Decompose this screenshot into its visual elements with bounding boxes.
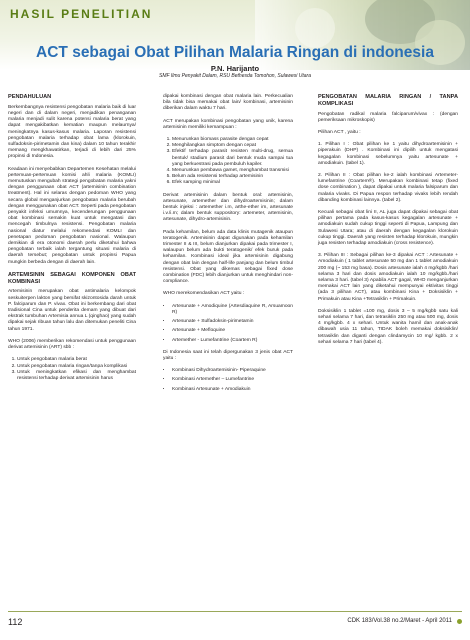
who-recommendation-list bbox=[8, 357, 136, 382]
paragraph: Derivat artemisinin dalam bentuk oral: artemisinin, artesunate, artemether dan dihydroartemisinin; dalam bentuk injeksi : artemether i.m, arthe-ether im, artesunate i.v./i.m; dalam bentuk suppository: artemeter, artemisinin, artesunate, dihydro-artemisinin. bbox=[163, 192, 293, 223]
paragraph: 1. Pilihan I : Obat pilihan ke 1 yaitu dihydroartemisinin + piperakuin (DHP) . Kombinasi ini dipilih untuk mengatasi kegagalan kombinasi sebelumnya yaitu artesunate + amodiakuin. (tabel 1). bbox=[318, 142, 458, 166]
list-item: 4. Menurunkan pembawa gamet, menghambat transmisi bbox=[172, 168, 293, 174]
paragraph: Pada kehamilan, belum ada data klinis mutagenik ataupun teratogenik. Artemisinin dapat digunakan pada kehamilan trimester II & III, belum dianjurkan dipakai pada trimester I, walaupun belum ada bukti teratogenik/ efek buruk pada kehamilan. Kombinasi ideal jika artemisinin digabung dengan obat lain dengan half-life panjang dan belum timbul resistensi. Obat yang dikemas sebagai fixed dose combination (FDC) lebih dianjurkan untuk menghindari non-compliance. bbox=[163, 229, 293, 285]
list-item: 1. Menurunkan biomass parasite dengan cepat bbox=[172, 137, 293, 143]
list-item: • Kombinasi Artemether – Lumefantrine bbox=[172, 377, 293, 383]
paragraph: 3. Pilihan III : Sebagai pilihan ke-3 dipakai ACT : Artesunate + Amodiakuin ( 1 tablet artesunate 50 mg dan 1 tablet amodiakuin 200 mg (~ 153 mg basa). Dosis artesunate ialah 4 mg/kgbb /hari selama 3 hari dan dosis amodiakuin ialah 10 mg/kgbb./hari selama 3 hari. (tabel 3) Apabila ACT gagal, WHO menganjurkan memakai ACT lain yang diketahui mempunyai ektivitas tinggi (ada 3 pilihan ACT), atau kombinasi Kina + Doksisiklin + Primakuin atau Kina +Tetrasiklin + Primakuin. bbox=[318, 253, 458, 302]
paragraph: Doksisiklin 1 tablet =100 mg, dosis 3 – 5 mg/kgbb satu kali sehari selama 7 hari, dan tetrasiklin 250 mg atau 500 mg, dosis 4 mg/kgbb. 4 x sehari. Untuk wanita hamil dan anak-anak dibawah usia 11 tahun, TIDAK boleh memakai doksisiklin/ tetrasiklin dan diganti dengan clindamycin 10 mg/ kgbb. 2 x sehari selama 7 hari (tabel 4). bbox=[318, 308, 458, 345]
section-label: HASIL PENELITIAN bbox=[10, 7, 153, 21]
list-item: 5. Belum ada resistensi terhadap artemisinin bbox=[172, 174, 293, 180]
list-item: • Artesunate + Sulfadoksin-pirimetamin bbox=[172, 319, 293, 325]
page-number: 112 bbox=[8, 617, 23, 627]
indonesia-act-list bbox=[163, 368, 293, 393]
paragraph: Berkembangnya resistensi pengobatan malaria baik di luar negeri dan di dalam negeri, menjadikan penanganan malaria menjadi sulit karena potensi malaria berat yang dapat mengakibatkan kematian maupun melaurnya/ meningkatnya kasus-kasus malaria. Laporan resistensi pengobatan malaria terhadap obat lama (klorokuin, sulfadoksin-pirimetamin dan kina) dalam 10 tahun terakhir memang mengkhawatirkan, terjadi di lebih dari 25% propinsi di Indonesia. bbox=[8, 104, 136, 160]
act-advantages-list bbox=[163, 137, 293, 187]
list-item: • Kombinasi Dihydroartemisinin- Piperaquine bbox=[172, 368, 293, 374]
list-item: • Kombinasi Artesunate + Amodiakuin bbox=[172, 387, 293, 393]
paragraph: Pilihan ACT , yaitu : bbox=[318, 130, 361, 135]
article-title: ACT sebagai Obat Pilihan Malaria Ringan di indonesia bbox=[36, 44, 434, 61]
paragraph: 2. Pilihan II : Obat pilihan ke-2 ialah kombinasi Artemeter-lumefantrine (Coartem®). Merupakan kombinasi tetap (fixed dose combination ), dapat dipakai untuk malaria falsiparum dan malaria vivaks. Di Papua respon terhadap vivaks lebih rendah dibanding kombinasi lainnya. (tabel 2). bbox=[318, 173, 458, 203]
article-author: P.N. Harijanto bbox=[210, 64, 260, 73]
paragraph: WHO (2006) memberikan rekomendasi untuk penggunaan derivat artemisinin (ART) sbb : bbox=[8, 338, 136, 351]
heading-pendahuluan: PENDAHULUAN bbox=[8, 94, 52, 100]
list-item: 6. Efek samping minimal bbox=[172, 180, 293, 186]
paragraph: Kecuali sebagai obat lini II, AL juga dapat dipakai sebagai obat pilihan pertama pada kasus-kasus kegagalan artesunate + amodiakuin sudah cukup tinggi seperti di Papua, Lampung dan Sulawesi Utara; atau di daerah dengan kegagalan klorokuin cukup tinggi. Daerah yang resisten terhadap klorokuin, mungkin juga resisten terhadap amodiakuin (cross resistence). bbox=[318, 210, 458, 247]
column-3 bbox=[318, 94, 458, 352]
list-item: • Artesunate + Mefloquine bbox=[172, 328, 293, 334]
journal-citation: CDK 183/Vol.38 no.2/Maret - April 2011 bbox=[347, 618, 452, 624]
column-1 bbox=[8, 94, 136, 388]
list-item: 1. Untuk pengobatan malaria berat bbox=[17, 357, 136, 363]
list-item: 2. Untuk pengobatan malaria ringan/tanpa komplikasi bbox=[17, 364, 136, 370]
paragraph: Di Indonesia saat ini telah dipergunakan 3 jenis obat ACT yaitu : bbox=[163, 349, 293, 361]
paragraph: Artemisinin merupakan obat antimalaria kelompok seskuiterpen lakton yang bersifat skizontosida darah untuk P. falciparum dan P. vivax. Obat ini berkembang dari obat tradisional Cina untuk penderita demam yang dibuat dari ekstrak tumbuhan Artemisia annua L (qinghao) yang sudah dipakai sejak ribuan tahun lalu dan ditemukan peneliti Cina tahun 1971. bbox=[8, 289, 136, 332]
heading-artemisinin: ARTEMISININ SEBAGAI KOMPONEN OBAT KOMBINASI bbox=[8, 271, 136, 285]
article-affiliation: SMF Ilmu Penyakit Dalam, RSU Bethesda Tomohon, Sulawesi Utara bbox=[158, 73, 311, 79]
column-2 bbox=[163, 94, 293, 399]
list-item: 3. Untuk meningkatkan efikasi dan menghambat resistensi terhadap derivat artemisinin harus bbox=[17, 370, 136, 382]
footer-divider bbox=[8, 611, 462, 612]
paragraph: dipakai kombinasi dengan obat malaria lain. Perkecualian bila tidak bisa memakai obat lain/ kombinasi, artemisinin diberikan dalam waktu 7 hari. bbox=[163, 94, 293, 112]
paragraph: ACT merupakan kombinasi pengobatan yang unik, karena artemisinin memiliki kemampuan : bbox=[163, 118, 293, 130]
heading-pengobatan: PENGOBATAN MALARIA RINGAN / TANPA KOMPLIKASI bbox=[318, 94, 458, 107]
paragraph: WHO merekomendasikan ACT yaitu : bbox=[163, 291, 245, 297]
list-item: • Artesunate + Amodiquine (Artesdiaquine R, Arsuamoon R) bbox=[172, 304, 293, 316]
list-item: 2. Menghilangkan simptom dengan cepat bbox=[172, 143, 293, 149]
leaf-icon bbox=[457, 619, 462, 624]
who-act-list bbox=[163, 304, 293, 344]
list-item: 3. Efektif terhadap parasit resisten multi-drug, semua bentuk/ stadium parasit dari bentuk muda sampai tua yang berkuestrasi pada pembuluh kapiler. bbox=[172, 149, 293, 168]
paragraph: Pengobatan radikal malaria falciparum/vivax : (dengan pemeriksaan mikroskopis) bbox=[318, 111, 458, 123]
list-item: • Artemether - Lumefantrine (Coartem R) bbox=[172, 338, 293, 344]
paragraph: Keadaan ini menyebabkan Departemen Kesehatan melalui pertemuan-pertemuan komisi ahli malaria (KOMLI) memutuskan mengubah strategi pengobatan malaria yakni dengan penggunaan obat ACT (artemisinin combination treatment). Hal ini selaras dengan pedoman WHO yang secara global menganjurkan pengobatan malaria berubah dengan menggunakan obat ACT. Seperti pada pengobatan penyakit infeksi umumnya, kecenderungan penggunaan obat kombinasi semakin kuat untuk mengatasi dan mencegah timbulnya resistensi. Pengobatan malaria nasional diatur melalui rekomendasi KOMLI dan penetapan pedoman pengobatan nasional. Walaupun demikian di era otonomi daerah perlu diketahui bahwa pengobatan terbaik ialah tergantung situasi malaria di daerah tersebut; pengobatan untuk propinsi Papua mungkin berbeda dengan di daerah lain. bbox=[8, 166, 136, 265]
